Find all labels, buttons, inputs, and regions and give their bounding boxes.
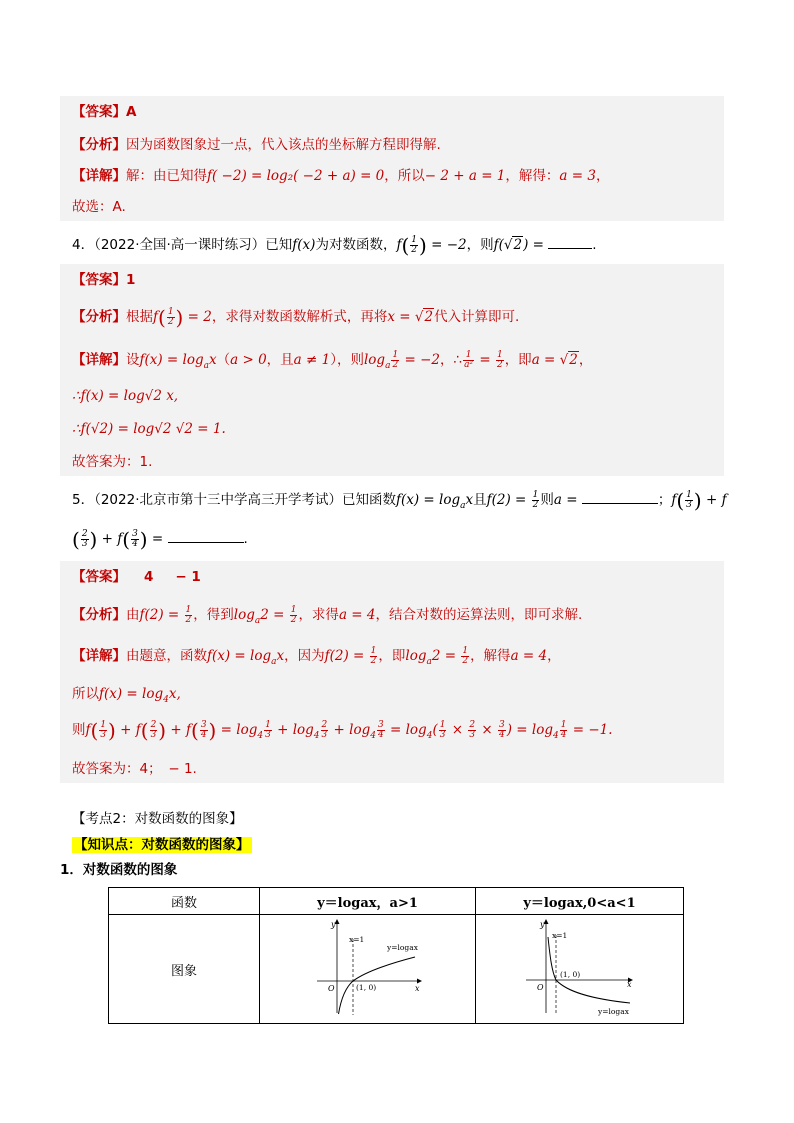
analysis-text: ，求得对数函数解析式，再将 <box>211 309 388 325</box>
graph-cell-2 <box>476 915 684 1024</box>
stem-text: 为对数函数， <box>315 237 397 253</box>
analysis-text: 代入计算即可. <box>434 309 520 325</box>
point-label: (1, 0) <box>355 983 376 992</box>
math: a > 0 <box>230 352 267 368</box>
axis-label-y: y <box>330 920 336 929</box>
detail-text: ），则 <box>330 352 364 368</box>
stem-text: 已知 <box>265 237 293 253</box>
question-source: （2022·北京市第十三中学高三开学考试） <box>94 492 342 508</box>
detail-line-q4-2: ∴f(x) = log√2 x, <box>72 388 179 404</box>
detail-text: ，即 <box>378 648 406 664</box>
answer-tag: 【答案】 <box>72 272 126 288</box>
math: ( $\frac{2}{3}$ ) + f( $\frac{3}{4}$ ) = <box>72 527 168 552</box>
detail-equation: f( −2) = log₂( −2 + a) = 0 <box>207 168 385 184</box>
answer-line-q5 <box>72 567 201 587</box>
math: f( $\frac{1}{2}$ ) = 2 <box>153 305 212 330</box>
stem-text: . <box>592 237 597 253</box>
detail-text: （ <box>216 352 231 368</box>
section-heading: 1．对数函数的图象 <box>60 862 178 878</box>
answer-blank-1[interactable] <box>582 503 658 504</box>
math: f( $\frac{1}{2}$ ) = −2 <box>396 233 467 258</box>
answer-tag: 【答案】 <box>72 104 126 120</box>
math: f( $\frac{1}{3}$ ) + f( $\frac{2}{3}$ ) + f( $\frac{3}{4}$ ) = $\log_4$ $\frac{1}{3}$ + $\log_4$ $\frac{2}{3}$ + $\log_4$ $\frac{3}{4}$ = $\log_4$( $\frac{1}{3}$ × $\frac{2}{3}$ × $\frac{3}{4}$ ) = $\log_4$ $\frac{1}{4}$ = −1. <box>85 718 613 743</box>
math: $\log_a2$ = $\frac{1}{2}$ <box>233 605 297 626</box>
detail-text: ， <box>578 352 593 368</box>
detail-text: 由题意，函数 <box>126 648 207 664</box>
analysis-text: 由 <box>126 607 140 623</box>
detail-text: ，即 <box>504 352 532 368</box>
math: a = √2 <box>531 352 578 368</box>
detail-text: ，∴ <box>439 352 463 368</box>
axis-label-x: x <box>626 980 632 989</box>
answer-value-1: 4 <box>144 569 154 585</box>
asymptote-label: x=1 <box>551 931 567 940</box>
question-number: 5． <box>72 492 95 508</box>
math: $\log_a$ $\frac{1}{2}$ = −2 <box>363 350 440 371</box>
math: f(√2) = <box>493 237 549 253</box>
answer-line-q4 <box>72 270 135 290</box>
stem-text: ，则 <box>466 237 494 253</box>
stem-text: 则 <box>540 492 554 508</box>
detail-text: 所以 <box>72 686 99 702</box>
question-4-stem <box>72 234 597 257</box>
detail-text: ，解得： <box>505 168 560 184</box>
header-a-lt-1: y＝logax,0<a<1 <box>476 888 684 915</box>
detail-tag: 【详解】 <box>72 352 126 368</box>
axis-label-x: x <box>414 984 420 993</box>
analysis-text: 因为函数图象过一点，代入该点的坐标解方程即得解. <box>126 137 441 153</box>
analysis-text: ，结合对数的运算法则，即可求解. <box>375 607 583 623</box>
analysis-text: ，得到 <box>193 607 234 623</box>
answer-value-2: − 1 <box>175 569 201 585</box>
answer-value: 1 <box>126 272 136 288</box>
stem-text: 且 <box>473 492 487 508</box>
header-a-gt-1: y＝logax，a>1 <box>260 888 476 915</box>
detail-equation: − 2 + a = 1 <box>424 168 506 184</box>
graph-decreasing <box>522 917 638 1017</box>
topic-title: 【考点2：对数函数的图象】 <box>72 811 243 827</box>
analysis-text: ，求得 <box>298 607 339 623</box>
math: $f(x) = \log_ax$ <box>396 492 474 511</box>
math: $\log_a2$ = $\frac{1}{2}$ <box>405 646 469 667</box>
analysis-tag: 【分析】 <box>72 309 126 325</box>
curve-label: y=logax <box>386 943 418 952</box>
conclusion-q3: 故选：A. <box>72 199 126 215</box>
knowledge-highlight: 【知识点：对数函数的图象】 <box>74 837 250 853</box>
analysis-line-q5 <box>72 604 582 632</box>
answer-blank-2[interactable] <box>168 542 244 543</box>
origin-label: O <box>327 984 335 993</box>
math: $\frac{1}{\text{a²}}$ = $\frac{1}{2}$ <box>464 350 503 370</box>
math: f(2) = $\frac{1}{2}$ <box>324 646 377 666</box>
math: a ≠ 1 <box>293 352 331 368</box>
analysis-line-q4 <box>72 306 519 329</box>
analysis-text: 根据 <box>126 309 153 325</box>
analysis-tag: 【分析】 <box>72 607 126 623</box>
detail-line-q4 <box>72 349 592 377</box>
detail-line-q5-2 <box>72 684 181 710</box>
detail-text: ， <box>547 648 561 664</box>
detail-text: 则 <box>72 722 86 738</box>
math: f( $\frac{1}{3}$ ) + f <box>671 488 727 513</box>
answer-line-q3 <box>72 102 136 122</box>
math: a = <box>553 492 582 508</box>
detail-equation: a = 3 <box>559 168 596 184</box>
question-5-stem-2 <box>72 528 248 551</box>
graph-cell-1 <box>260 915 476 1024</box>
header-function: 函数 <box>109 888 260 915</box>
answer-block-q3 <box>60 96 724 221</box>
math: f(2) = $\frac{1}{2}$ <box>139 605 192 625</box>
detail-tag: 【详解】 <box>72 648 126 664</box>
math: f(x) <box>292 237 316 253</box>
math: f(2) = $\frac{1}{2}$ <box>486 490 539 510</box>
detail-text: 解：由已知得 <box>126 168 207 184</box>
origin-label: O <box>536 983 544 992</box>
math: $f(x) = \log_4x$, <box>99 686 181 705</box>
detail-tag: 【详解】 <box>72 168 126 184</box>
detail-text: ，所以 <box>384 168 425 184</box>
detail-text: ， <box>595 168 610 184</box>
math: a = 4 <box>510 648 548 664</box>
asymptote-label: x=1 <box>348 935 364 944</box>
analysis-tag: 【分析】 <box>72 137 126 153</box>
stem-text: ； <box>657 492 672 508</box>
graph-increasing <box>313 917 423 1017</box>
log-graph-table <box>108 887 684 1024</box>
answer-value: A <box>126 104 137 120</box>
conclusion-q5: 故答案为：4； − 1. <box>72 761 197 777</box>
detail-text: ，因为 <box>284 648 325 664</box>
row-label-graph: 图象 <box>109 915 260 1024</box>
question-number: 4． <box>72 237 95 253</box>
conclusion-q4: 故答案为：1. <box>72 454 153 470</box>
analysis-line-q3 <box>72 135 441 155</box>
detail-line-q4-3: ∴f(√2) = log√2 √2 = 1. <box>72 421 226 437</box>
detail-line-q3 <box>72 166 609 186</box>
curve-label: y=logax <box>597 1007 629 1016</box>
detail-text: ，且 <box>266 352 294 368</box>
knowledge-point <box>72 836 252 854</box>
point-label: (1, 0) <box>559 970 580 979</box>
detail-line-q5 <box>72 645 561 673</box>
stem-text: 已知函数 <box>342 492 396 508</box>
math: $f(x) = \log_ax$ <box>207 648 285 667</box>
answer-tag: 【答案】 <box>72 569 126 585</box>
detail-text: 设 <box>126 352 140 368</box>
question-source: （2022·全国·高一课时练习） <box>94 237 266 253</box>
question-5-stem <box>72 489 727 517</box>
detail-text: ，解得 <box>470 648 511 664</box>
answer-blank[interactable] <box>548 248 592 249</box>
math: $f(x) = \log_ax$ <box>139 352 217 371</box>
stem-text: . <box>243 531 248 547</box>
math: x = √2 <box>387 309 434 325</box>
axis-label-y: y <box>539 920 545 929</box>
detail-line-q5-3 <box>72 718 613 748</box>
math: a = 4 <box>338 607 376 623</box>
